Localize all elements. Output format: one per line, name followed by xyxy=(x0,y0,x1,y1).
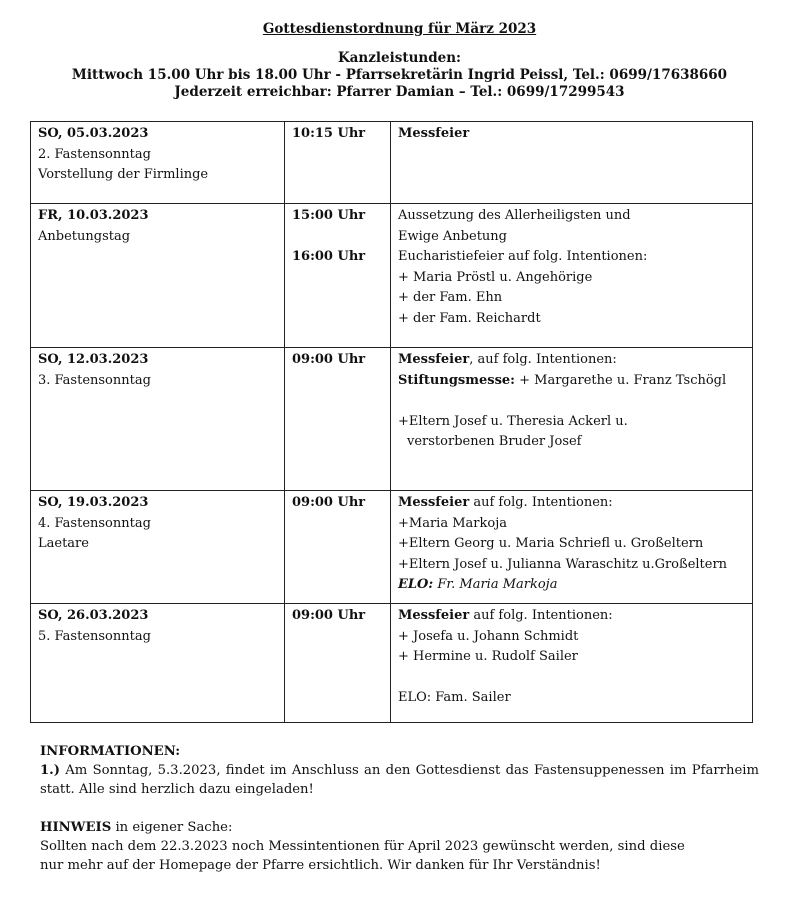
hint-line: nur mehr auf der Homepage der Pfarre ersichtlich. Wir danken für Ihr Verständnis! xyxy=(40,858,601,873)
event-suffix: auf folg. Intentionen: xyxy=(469,608,613,623)
elo-label: ELO: xyxy=(398,577,434,592)
event-cell xyxy=(391,204,753,348)
info-heading: INFORMATIONEN: xyxy=(40,744,181,759)
event-line: Ewige Anbetung xyxy=(398,228,507,244)
info-item-number: 1.) xyxy=(40,763,61,778)
event-title: Messfeier xyxy=(398,126,470,141)
event-cell xyxy=(391,122,753,204)
date-cell xyxy=(31,604,285,723)
info-item-text: Am Sonntag, 5.3.2023, findet im Anschluss an den Gottesdienst das Fastensuppenessen im Pfarrheim statt. Alle sind herzlich dazu eingeladen! xyxy=(40,763,759,797)
foundation-mass-label: Stiftungsmesse: xyxy=(398,372,515,388)
intention-line: +Eltern Josef u. Theresia Ackerl u. xyxy=(398,413,628,429)
row-time: 09:00 Uhr xyxy=(292,352,366,367)
elo-line: ELO: Fam. Sailer xyxy=(398,690,511,705)
intention-line: +Eltern Josef u. Julianna Waraschitz u.Großeltern xyxy=(398,556,728,572)
row-date: SO, 12.03.2023 xyxy=(38,352,149,367)
time-cell xyxy=(285,604,391,723)
hint-label: HINWEIS xyxy=(40,820,112,835)
row-date: FR, 10.03.2023 xyxy=(38,208,149,223)
event-cell xyxy=(391,491,753,604)
office-hours-line-1: Mittwoch 15.00 Uhr bis 18.00 Uhr - Pfarrsekretärin Ingrid Peissl, Tel.: 0699/17638660 xyxy=(71,67,728,83)
row-time: 09:00 Uhr xyxy=(292,495,366,510)
time-cell xyxy=(285,122,391,204)
time-cell xyxy=(285,491,391,604)
office-hours-block xyxy=(0,50,799,101)
intention-line: +Maria Markoja xyxy=(398,515,507,531)
date-cell xyxy=(31,204,285,348)
date-cell xyxy=(31,348,285,491)
row-occasion: 4. Fastensonntag xyxy=(38,515,151,531)
event-title: Messfeier xyxy=(398,352,470,367)
row-time: 16:00 Uhr xyxy=(292,249,366,264)
table-row xyxy=(31,604,753,723)
row-time: 09:00 Uhr xyxy=(292,608,366,623)
table-row xyxy=(31,122,753,204)
info-item-1 xyxy=(40,761,759,799)
intention-line: + Josefa u. Johann Schmidt xyxy=(398,628,579,644)
event-line: Aussetzung des Allerheiligsten und xyxy=(398,208,631,223)
date-cell xyxy=(31,122,285,204)
table-row xyxy=(31,204,753,348)
time-cell xyxy=(285,348,391,491)
event-line xyxy=(398,606,745,627)
row-time: 10:15 Uhr xyxy=(292,126,366,141)
event-title: Messfeier xyxy=(398,608,470,623)
elo-line xyxy=(398,575,745,596)
row-occasion: Vorstellung der Firmlinge xyxy=(38,167,209,182)
event-line xyxy=(398,493,745,514)
intention-line: + Hermine u. Rudolf Sailer xyxy=(398,649,578,664)
hint-suffix: in eigener Sache: xyxy=(111,820,233,835)
hint-line: Sollten nach dem 22.3.2023 noch Messintentionen für April 2023 gewünscht werden, sind diese xyxy=(40,839,685,854)
time-cell xyxy=(285,204,391,348)
row-time: 15:00 Uhr xyxy=(292,208,366,223)
event-line xyxy=(398,350,745,371)
hint-heading xyxy=(40,818,759,837)
row-occasion: 5. Fastensonntag xyxy=(38,628,151,644)
intention-line: verstorbenen Bruder Josef xyxy=(407,434,582,449)
document-title-text: Gottesdienstordnung für März 2023 xyxy=(262,21,537,37)
row-date: SO, 05.03.2023 xyxy=(38,126,149,141)
document-title xyxy=(0,21,799,37)
table-row xyxy=(31,348,753,491)
event-cell xyxy=(391,604,753,723)
foundation-mass-text: + Margarethe u. Franz Tschögl xyxy=(514,372,727,388)
row-occasion: Anbetungstag xyxy=(38,228,131,244)
row-occasion: Laetare xyxy=(38,536,89,551)
event-cell xyxy=(391,348,753,491)
date-cell xyxy=(31,491,285,604)
row-occasion: 3. Fastensonntag xyxy=(38,372,151,388)
event-title: Messfeier xyxy=(398,495,470,510)
row-occasion: 2. Fastensonntag xyxy=(38,146,151,162)
information-section xyxy=(40,742,759,875)
intention-line: +Eltern Georg u. Maria Schriefl u. Großeltern xyxy=(398,536,704,551)
office-hours-heading: Kanzleistunden: xyxy=(337,50,462,66)
event-suffix: , auf folg. Intentionen: xyxy=(469,352,617,367)
office-hours-line-2: Jederzeit erreichbar: Pfarrer Damian – Tel.: 0699/17299543 xyxy=(174,84,625,100)
table-row xyxy=(31,491,753,604)
intention-line: + der Fam. Ehn xyxy=(398,290,503,305)
row-date: SO, 26.03.2023 xyxy=(38,608,149,623)
intention-line: + der Fam. Reichardt xyxy=(398,310,541,326)
row-date: SO, 19.03.2023 xyxy=(38,495,149,510)
elo-text: Fr. Maria Markoja xyxy=(433,577,558,592)
intention-line: + Maria Pröstl u. Angehörige xyxy=(398,269,593,285)
event-line: Eucharistiefeier auf folg. Intentionen: xyxy=(398,249,648,264)
service-schedule-table xyxy=(30,121,753,723)
event-suffix: auf folg. Intentionen: xyxy=(469,495,613,510)
event-line xyxy=(398,371,745,392)
